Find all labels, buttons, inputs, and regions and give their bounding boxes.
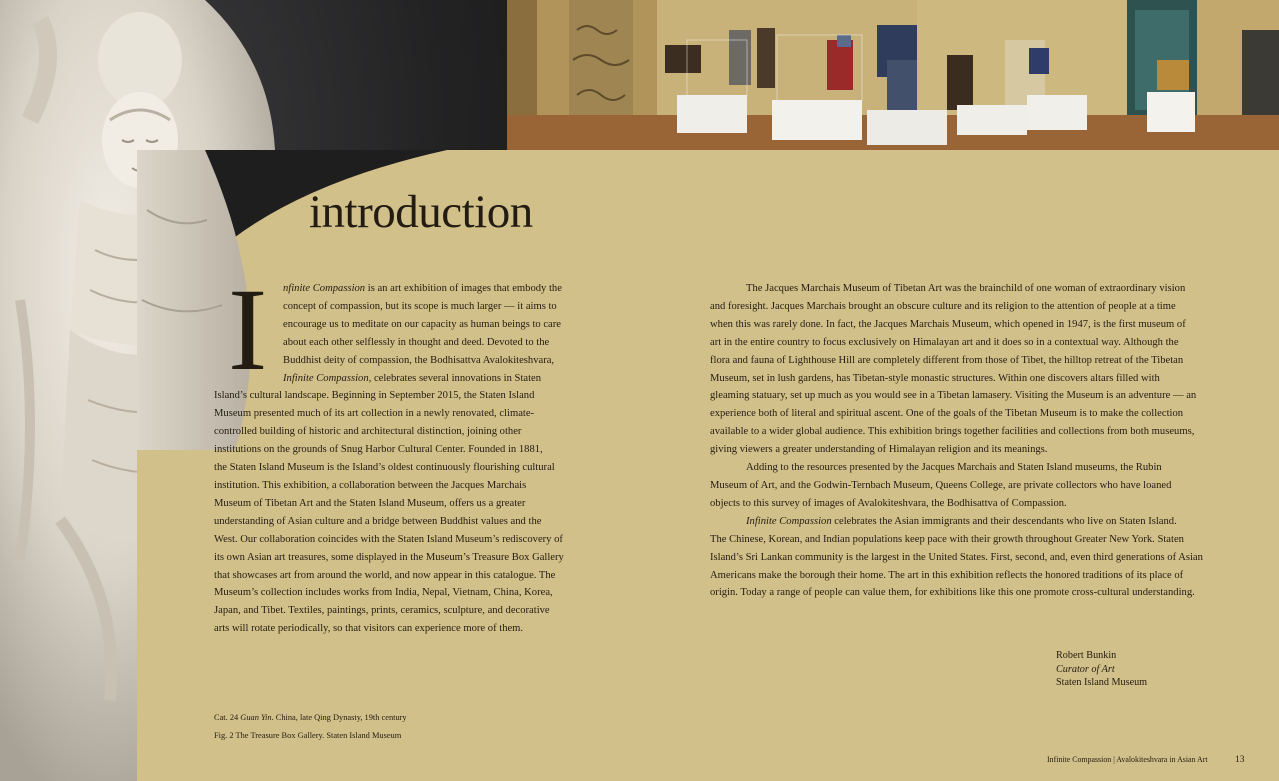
- text-line: Museum’s collection includes works from India, Nepal, Vietnam, China, Korea,: [214, 587, 553, 599]
- author-institution: Staten Island Museum: [1056, 677, 1148, 689]
- intro-column-right: [710, 280, 1210, 602]
- text-line: objects to this survey of images of Avalokiteshvara, the Bodhisattva of Compassion.: [710, 497, 1067, 509]
- text-line: Museum presented much of its art collection in a newly renovated, climate-: [214, 408, 535, 420]
- paragraph-lenders: [710, 459, 1210, 513]
- text-line: Museum of Tibetan Art and the Staten Island Museum, offers us a greater: [214, 497, 526, 509]
- text-line: its own Asian art treasures, some displayed in the Museum’s Treasure Box Gallery: [214, 551, 564, 563]
- gallery-illustration: [507, 0, 1279, 150]
- text-line: about each other selflessly in thought and deed. Devoted to the: [283, 336, 550, 348]
- text-line: gleaming statuary, set up much as you would see in a Tibetan lamasery. Visiting the Museum is an adventure — an: [710, 390, 1197, 402]
- drop-cap: I: [228, 264, 268, 395]
- text-line: Americans make the borough their home. The art in this exhibition reflects the honored traditions of its place of: [710, 569, 1184, 581]
- text-line: Infinite Compassion celebrates the Asian immigrants and their descendants who live on Staten Island.: [746, 515, 1177, 527]
- text-line: flora and fauna of Lighthouse Hill are completely different from those of Tibet, the hilltop retreat of the Tibetan: [710, 354, 1184, 366]
- author-signature: [1056, 649, 1147, 690]
- text-line: controlled building of historic and architectural distinction, joining other: [214, 426, 522, 438]
- text-line: when this was rarely done. In fact, the Jacques Marchais Museum, which opened in 1947, is the first museum of: [710, 318, 1186, 330]
- page-title: introduction: [309, 186, 533, 238]
- text-line: West. Our collaboration coincides with the Staten Island Museum’s rediscovery of: [214, 533, 563, 545]
- text-line: Museum of Art, and the Godwin-Ternbach Museum, Queens College, are private collectors who have loaned: [710, 479, 1172, 491]
- text-line: institution. This exhibition, a collaboration between the Jacques Marchais: [214, 479, 527, 491]
- text-line: Island’s Sri Lankan community is the largest in the United States. First, second, and, even third generations of Asian: [710, 551, 1203, 563]
- author-name: Robert Bunkin: [1056, 650, 1117, 661]
- text-line: available to a wider global audience. This exhibition brings together facilities and collections from both museums,: [710, 426, 1195, 438]
- text-line: nfinite Compassion is an art exhibition of images that embody the: [283, 283, 562, 294]
- text-line: the Staten Island Museum is the Island’s oldest continuously flourishing cultural: [214, 462, 555, 474]
- text-line: art in the entire country to focus exclusively on Himalayan art and it does so in a contextual way. Although the: [710, 336, 1179, 348]
- text-line: understanding of Asian culture and a bridge between Buddhist values and the: [214, 515, 542, 527]
- text-line: Island’s cultural landscape. Beginning in September 2015, the Staten Island: [214, 390, 535, 402]
- author-role: Curator of Art: [1056, 663, 1115, 675]
- dropcap-indented-lines: [214, 280, 584, 387]
- text-line: experience both of literal and spiritual ascent. One of the goals of the Tibetan Museum is to make the collection: [710, 408, 1184, 420]
- gallery-photo: [507, 0, 1279, 150]
- text-line: Museum, set in lush gardens, has Tibetan-style monastic structures. Within one discovers altars filled with: [710, 372, 1160, 384]
- text-line: Japan, and Tibet. Textiles, paintings, prints, ceramics, sculpture, and decorative: [214, 605, 550, 617]
- text-line: concept of compassion, but its scope is much larger — it aims to: [283, 300, 557, 312]
- paragraph-community: [710, 513, 1210, 603]
- running-footer: Infinite Compassion | Avalokiteshvara in Asian Art: [1047, 755, 1208, 764]
- text-line: institutions on the grounds of Snug Harbor Cultural Center. Founded in 1881,: [214, 444, 543, 456]
- text-line: origin. Today a range of people can value them, for exhibitions like this one promote cross-cultural understanding.: [710, 587, 1195, 599]
- text-line: The Chinese, Korean, and Indian populations keep pace with their growth throughout Greater New York. Staten: [710, 533, 1184, 545]
- page-number: 13: [1235, 755, 1245, 765]
- text-line: The Jacques Marchais Museum of Tibetan Art was the brainchild of one woman of extraordinary vision: [746, 283, 1186, 294]
- text-line: that showcases art from around the world, and now appear in this catalogue. The: [214, 569, 556, 581]
- text-line: Buddhist deity of compassion, the Bodhisattva Avalokiteshvara,: [283, 354, 555, 366]
- text-line: Adding to the resources presented by the Jacques Marchais and Staten Island museums, the Rubin: [746, 462, 1162, 474]
- text-line: Infinite Compassion, celebrates several innovations in Staten: [283, 372, 542, 384]
- caption-fig-2: Fig. 2 The Treasure Box Gallery. Staten Island Museum: [214, 731, 402, 740]
- text-line: encourage us to meditate on our capacity as human beings to care: [283, 318, 561, 330]
- intro-column-left: [214, 280, 584, 638]
- paragraph-museum-history: [710, 280, 1210, 459]
- text-line: giving viewers a greater understanding of Himalayan religion and its meanings.: [710, 444, 1048, 456]
- text-line: arts will rotate periodically, so that visitors can experience more of them.: [214, 623, 524, 635]
- caption-cat-24: Cat. 24 Guan Yin. China, late Qing Dynasty, 19th century: [214, 713, 407, 722]
- text-line: and foresight. Jacques Marchais brought an obscure culture and its religion to the attention of people at a time: [710, 300, 1176, 312]
